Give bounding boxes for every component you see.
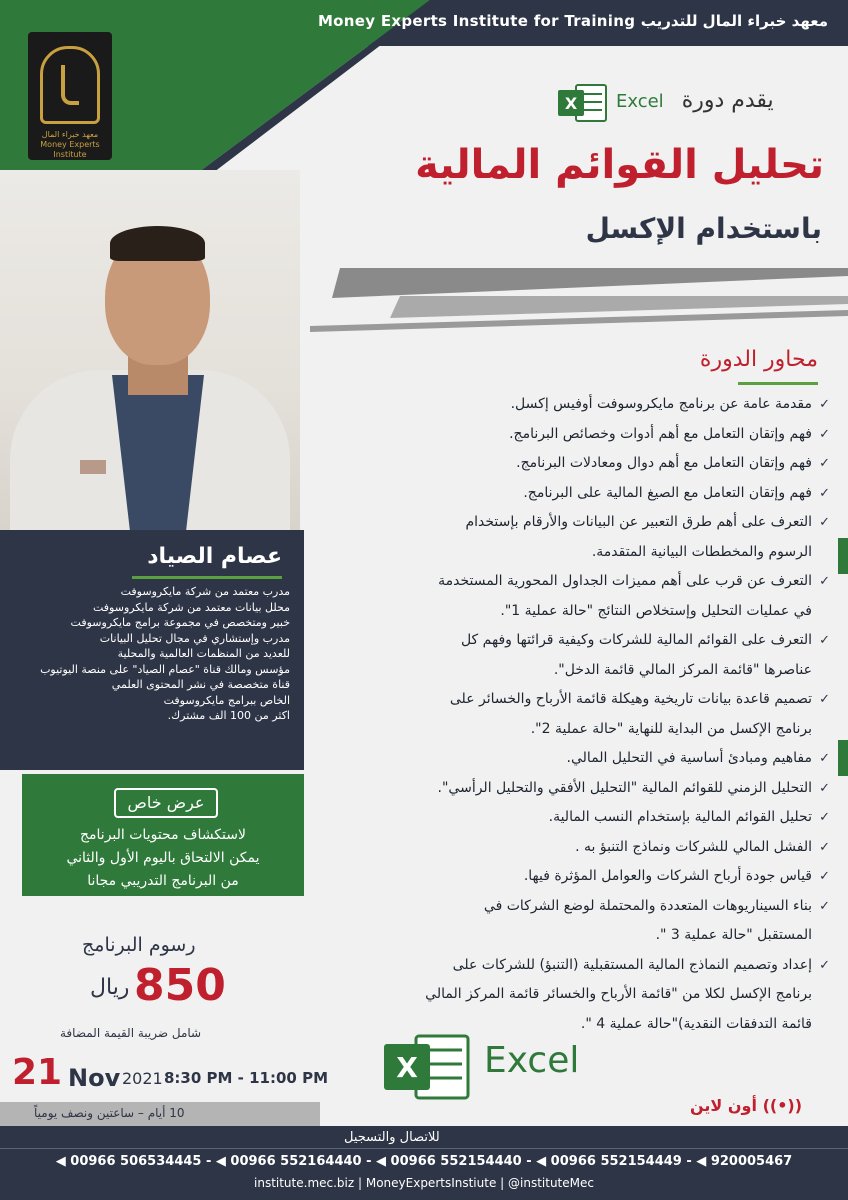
topic-item: [330, 921, 830, 951]
topic-text: إعداد وتصميم النماذج المالية المستقبلية (التنبؤ) للشركات على: [452, 956, 812, 973]
bio-line: مدرب وإستشاري في مجال تحليل البيانات: [99, 631, 290, 645]
institute-name: Money Experts Institute for Training معهد خبراء المال للتدريب: [317, 12, 828, 30]
online-text: أون لاين: [690, 1096, 757, 1115]
course-title: تحليل القوائم المالية: [415, 142, 824, 188]
price-amount: 850: [134, 960, 226, 1011]
topic-item: [330, 656, 830, 686]
topic-text: عناصرها "قائمة المركز المالي قائمة الدخل".: [553, 661, 812, 678]
topic-item: [330, 980, 830, 1010]
bio-line: محلل بيانات معتمد من شركة مايكروسوفت: [92, 600, 290, 614]
topic-text: قائمة التدفقات النقدية)"حالة عملية 4 ".: [580, 1015, 812, 1032]
topic-text: الفشل المالي للشركات ونماذج التنبؤ به .: [575, 838, 812, 855]
offer-line: يمكن الالتحاق باليوم الأول والثاني: [66, 850, 260, 866]
topic-item: [330, 508, 830, 538]
topic-text: فهم وإتقان التعامل مع الصيغ المالية على البرنامج.: [523, 484, 812, 501]
topic-text: مفاهيم ومبادئ أساسية في التحليل المالي.: [566, 750, 812, 766]
start-month: Nov: [68, 1064, 121, 1092]
bio-line: الخاص ببرامج مايكروسوفت: [163, 693, 290, 707]
topic-item: [330, 449, 830, 479]
bio-line: مدرب معتمد من شركة مايكروسوفت: [120, 585, 290, 598]
phone-numbers[interactable]: ◀ 00966 506534445 - ◀ 00966 552164440 - ◀ 00966 552154440 - ◀ 00966 552154449 - ◀ 920005467: [55, 1154, 793, 1169]
price-label: رسوم البرنامج: [82, 934, 196, 956]
topic-item: [330, 744, 830, 774]
bio-line: مؤسس ومالك قناة "عصام الصياد" على منصة اليوتيوب: [40, 662, 290, 676]
checkmark-icon: ✓: [819, 456, 830, 471]
special-offer-box: [22, 774, 304, 896]
social-links[interactable]: institute.mec.biz | MoneyExpertsInstiute | @instituteMec: [254, 1176, 594, 1190]
trainer-info-box: [0, 530, 304, 770]
topic-text: التعرف على القوائم المالية للشركات وكيفية قرائتها وفهم كل: [460, 632, 812, 648]
online-label: [690, 1096, 802, 1115]
checkmark-icon: ✓: [819, 780, 830, 796]
checkmark-icon: ✓: [819, 839, 830, 855]
trainer-photo: [0, 170, 300, 530]
topic-item: [330, 803, 830, 833]
svg-text:X: X: [564, 94, 578, 113]
topic-text: مقدمة عامة عن برنامج مايكروسوفت أوفيس إكسل.: [510, 396, 812, 412]
checkmark-icon: ✓: [819, 574, 830, 589]
topic-text: قياس جودة أرباح الشركات والعوامل المؤثرة فيها.: [523, 868, 812, 884]
offer-badge: عرض خاص: [114, 788, 218, 818]
topics-title: محاور الدورة: [699, 347, 818, 372]
topic-text: تحليل القوائم المالية بإستخدام النسب المالية.: [548, 809, 812, 825]
checkmark-icon: ✓: [819, 751, 830, 766]
decorative-stripes: [310, 268, 848, 332]
topic-text: برنامج الإكسل لكلا من "قائمة الأرباح والخسائر قائمة المركز المالي: [425, 986, 812, 1002]
topic-item: [330, 892, 830, 922]
topic-text: المستقبل "حالة عملية 3 ".: [655, 927, 812, 943]
checkmark-icon: ✓: [819, 397, 830, 412]
trainer-bio: [5, 584, 290, 724]
topic-item: [330, 774, 830, 804]
accent-bar: [838, 538, 848, 574]
topic-text: التعرف عن قرب على أهم مميزات الجداول المحورية المستخدمة: [438, 573, 812, 589]
topic-item: [330, 833, 830, 863]
logo-text-en: Money Experts Institute: [40, 140, 100, 159]
topic-text: بناء السيناريوهات المتعددة والمحتملة لوضع الشركات في: [483, 897, 812, 914]
topic-item: [330, 685, 830, 715]
bio-line: قناة متخصصة في نشر المحتوى العلمي: [111, 678, 290, 691]
course-subtitle: باستخدام الإكسل: [585, 212, 822, 245]
course-presents: [616, 88, 774, 113]
price-currency: ريال: [90, 975, 130, 1000]
topics-list: [330, 390, 830, 1039]
price-vat-note: شامل ضريبة القيمة المضافة: [60, 1026, 202, 1040]
excel-label: Excel: [616, 91, 664, 112]
svg-text:X: X: [396, 1051, 418, 1084]
checkmark-icon: ✓: [819, 957, 830, 973]
topic-text: الرسوم والمخططات البيانية المتقدمة.: [591, 543, 812, 560]
checkmark-icon: ✓: [819, 485, 830, 501]
topics-title-underline: [738, 382, 818, 385]
trainer-name: عصام الصياد: [147, 544, 282, 569]
checkmark-icon: ✓: [819, 633, 830, 648]
topic-item: [330, 715, 830, 745]
topic-text: فهم وإتقان التعامل مع أهم أدوات وخصائص البرنامج.: [509, 425, 812, 442]
presents-label: يقدم دورة: [681, 88, 774, 113]
accent-bar: [838, 740, 848, 776]
session-time: 8:30 PM - 11:00 PM: [164, 1069, 329, 1087]
checkmark-icon: ✓: [819, 692, 830, 707]
checkmark-icon: ✓: [819, 898, 830, 914]
topic-item: [330, 626, 830, 656]
checkmark-icon: ✓: [819, 515, 830, 530]
excel-wordmark: Excel: [484, 1040, 580, 1081]
topic-text: التعرف على أهم طرق التعبير عن البيانات والأرقام بإستخدام: [465, 514, 812, 530]
offer-text: [30, 824, 296, 893]
topic-item: [330, 420, 830, 450]
topic-item: [330, 597, 830, 627]
start-day: 21: [12, 1052, 63, 1093]
excel-icon: [556, 82, 608, 124]
topic-text: في عمليات التحليل وإستخلاص النتائج "حالة عملية 1".: [500, 602, 812, 619]
contact-title: للاتصال والتسجيل: [344, 1130, 440, 1145]
start-year: 2021: [122, 1069, 163, 1088]
topic-text: برنامج الإكسل من البداية للنهاية "حالة عملية 2".: [530, 720, 812, 737]
checkmark-icon: ✓: [819, 869, 830, 884]
topic-item: [330, 862, 830, 892]
topic-item: [330, 567, 830, 597]
bio-line: خبير ومتخصص في مجموعة برامج مايكروسوفت: [70, 616, 290, 629]
topic-text: التحليل الزمني للقوائم المالية "التحليل الأفقي والتحليل الرأسي".: [437, 779, 812, 796]
logo-text: [28, 130, 112, 160]
topic-text: فهم وإتقان التعامل مع أهم دوال ومعادلات البرنامج.: [516, 455, 812, 471]
checkmark-icon: ✓: [819, 426, 830, 442]
logo-text-ar: معهد خبراء المال: [41, 130, 99, 139]
name-underline: [132, 576, 282, 579]
excel-large-icon: [382, 1032, 472, 1102]
institute-logo: [28, 32, 112, 160]
topic-item: [330, 479, 830, 509]
topic-item: [330, 951, 830, 981]
logo-mark-icon: [40, 46, 100, 124]
broadcast-icon: ((•)): [762, 1096, 803, 1115]
offer-line: لاستكشاف محتويات البرنامج: [80, 827, 246, 843]
topic-item: [330, 538, 830, 568]
duration-text: 10 أيام – ساعتين ونصف يومياً: [34, 1106, 185, 1120]
offer-line: من البرنامج التدريبي مجانا: [87, 873, 239, 889]
topic-item: [330, 390, 830, 420]
bio-line: للعديد من المنظمات العالمية والمحلية: [117, 647, 290, 660]
topic-text: تصميم قاعدة بيانات تاريخية وهيكلة قائمة الأرباح والخسائر على: [449, 691, 812, 707]
checkmark-icon: ✓: [819, 810, 830, 825]
footer-divider: [0, 1148, 848, 1149]
bio-line: اكثر من 100 الف مشترك.: [167, 709, 290, 722]
